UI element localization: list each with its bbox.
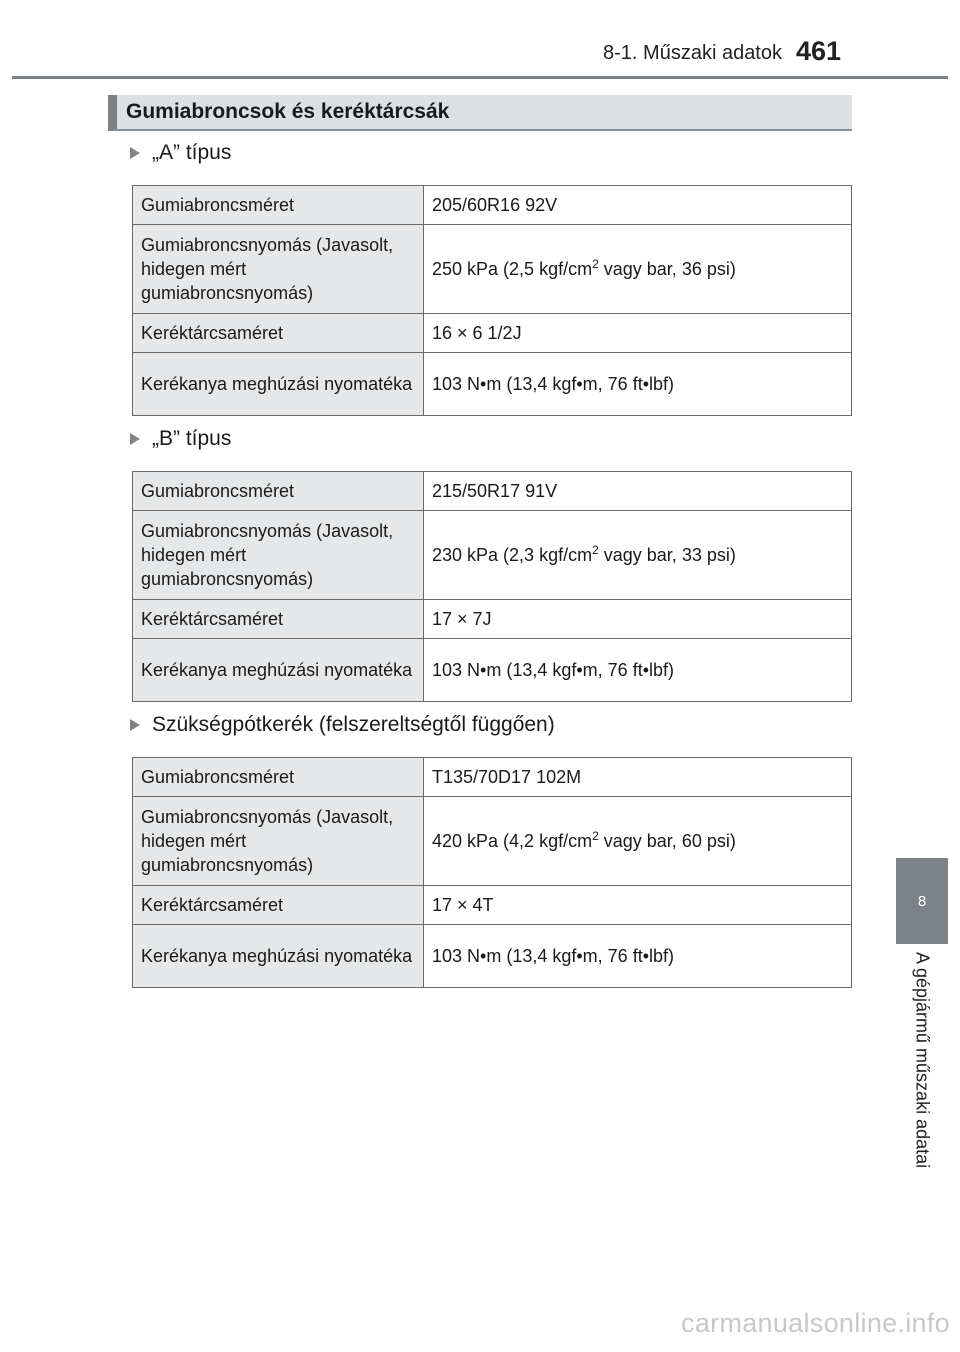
table-row: [133, 186, 852, 225]
spec-value: 103 N•m (13,4 kgf•m, 76 ft•lbf): [424, 639, 852, 702]
page-number: 461: [796, 36, 842, 66]
spec-value: 215/50R17 91V: [424, 472, 852, 511]
pressure-value: 420 kPa (4,2 kgf/cm: [432, 831, 593, 851]
pressure-value-suffix: vagy bar, 36 psi): [598, 259, 736, 279]
chapter-tab[interactable]: [896, 858, 948, 944]
spec-key: Gumiabroncsméret: [133, 472, 424, 511]
spec-value: 103 N•m (13,4 kgf•m, 76 ft•lbf): [424, 925, 852, 988]
table-row: [133, 314, 852, 353]
spec-value: [424, 225, 852, 314]
group-heading-text: Szükségpótkerék (felszereltségtől függően): [152, 713, 555, 736]
pressure-value: 230 kPa (2,3 kgf/cm: [432, 545, 593, 565]
triangle-bullet-icon: [130, 433, 140, 445]
chapter-tab-number: 8: [917, 892, 927, 910]
spec-key: Gumiabroncsnyomás (Javasolt, hidegen mért gumiabroncsnyomás): [133, 225, 424, 314]
spec-value: 205/60R16 92V: [424, 186, 852, 225]
spec-key: Kerékanya meghúzási nyomatéka: [133, 925, 424, 988]
spec-key: Keréktárcsaméret: [133, 314, 424, 353]
chapter-side-label: [898, 952, 946, 1212]
table-row: [133, 600, 852, 639]
table-row: [133, 886, 852, 925]
spec-value: [424, 797, 852, 886]
spec-key: Gumiabroncsméret: [133, 186, 424, 225]
superscript: 2: [592, 257, 599, 271]
superscript: 2: [592, 543, 599, 557]
table-row: [133, 925, 852, 988]
group-heading-text: „A” típus: [152, 141, 232, 164]
spec-value: 17 × 4T: [424, 886, 852, 925]
table-row: [133, 225, 852, 314]
group-heading-spare: [130, 713, 555, 737]
triangle-bullet-icon: [130, 147, 140, 159]
table-row: [133, 353, 852, 416]
table-row: [133, 472, 852, 511]
table-row: [133, 511, 852, 600]
spec-value: T135/70D17 102M: [424, 758, 852, 797]
spec-value: [424, 511, 852, 600]
section-title-text: Gumiabroncsok és keréktárcsák: [126, 100, 450, 123]
spec-table-a: [132, 185, 852, 416]
group-heading-b: [130, 427, 231, 451]
triangle-bullet-icon: [130, 719, 140, 731]
spec-value: 17 × 7J: [424, 600, 852, 639]
table-row: [133, 797, 852, 886]
watermark: carmanualsonline.info: [681, 1308, 950, 1338]
spec-key: Gumiabroncsméret: [133, 758, 424, 797]
spec-key: Kerékanya meghúzási nyomatéka: [133, 639, 424, 702]
pressure-value-suffix: vagy bar, 33 psi): [598, 545, 736, 565]
spec-key: Gumiabroncsnyomás (Javasolt, hidegen mért gumiabroncsnyomás): [133, 797, 424, 886]
group-heading-a: [130, 141, 231, 165]
superscript: 2: [592, 829, 599, 843]
pressure-value-suffix: vagy bar, 60 psi): [598, 831, 736, 851]
spec-value: 103 N•m (13,4 kgf•m, 76 ft•lbf): [424, 353, 852, 416]
table-row: [133, 758, 852, 797]
pressure-value: 250 kPa (2,5 kgf/cm: [432, 259, 593, 279]
spec-key: Keréktárcsaméret: [133, 886, 424, 925]
spec-table-spare: [132, 757, 852, 988]
chapter-side-label-text: A gépjármű műszaki adatai: [912, 952, 933, 1169]
spec-key: Keréktárcsaméret: [133, 600, 424, 639]
group-heading-text: „B” típus: [152, 427, 232, 450]
table-row: [133, 639, 852, 702]
header-divider: [12, 76, 948, 79]
spec-key: Kerékanya meghúzási nyomatéka: [133, 353, 424, 416]
spec-value: 16 × 6 1/2J: [424, 314, 852, 353]
spec-table-b: [132, 471, 852, 702]
spec-key: Gumiabroncsnyomás (Javasolt, hidegen mért gumiabroncsnyomás): [133, 511, 424, 600]
section-title: [108, 95, 852, 131]
chapter-title: 8-1. Műszaki adatok: [603, 42, 782, 64]
